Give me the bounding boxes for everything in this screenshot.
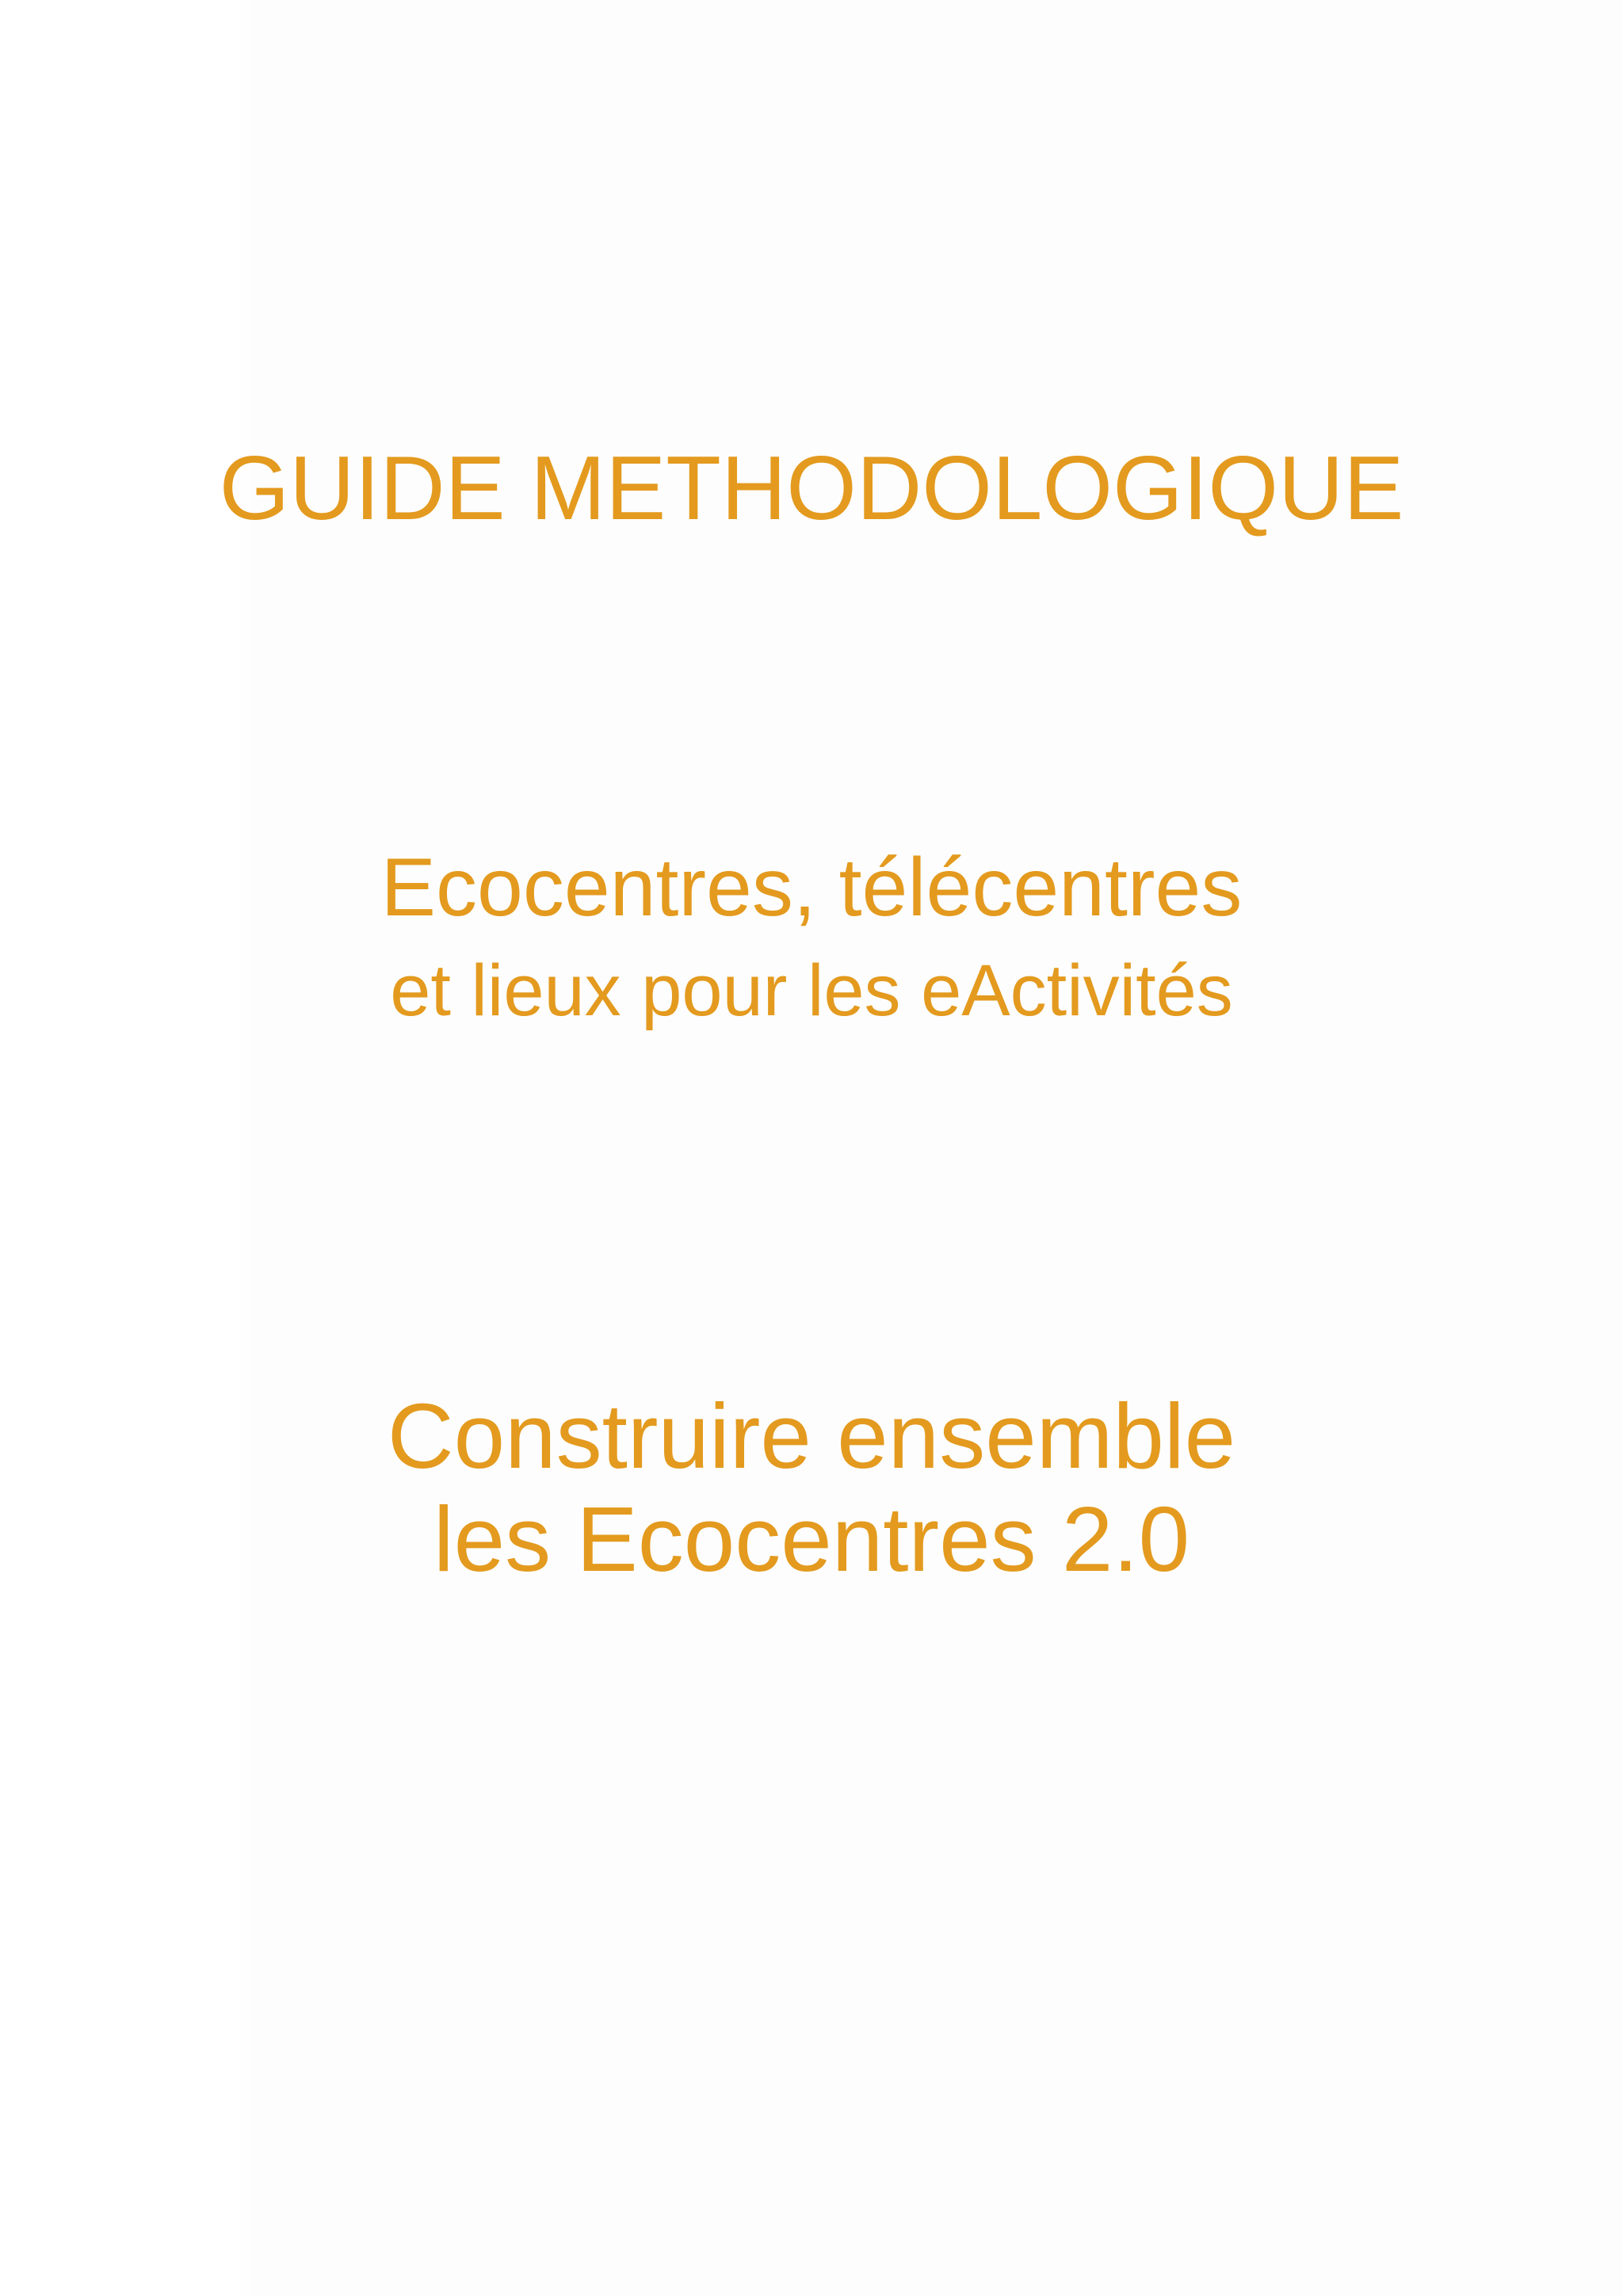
subtitle-line-1: Ecocentres, télécentres [380, 842, 1243, 934]
subtitle-line-2: et lieux pour les eActivités [390, 950, 1233, 1031]
guide-title: GUIDE METHODOLOGIQUE [219, 438, 1404, 539]
tagline-line-1: Construire ensemble [387, 1385, 1236, 1488]
tagline-line-2: les Ecocentres 2.0 [433, 1488, 1190, 1591]
